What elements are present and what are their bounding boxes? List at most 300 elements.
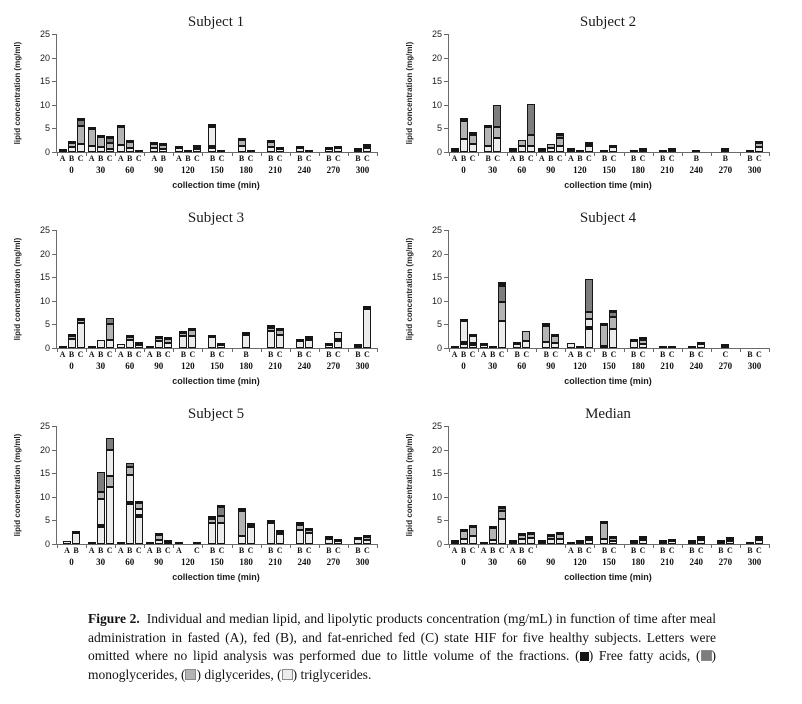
bar-segment-di xyxy=(609,317,617,329)
state-letter: C xyxy=(586,154,592,163)
bar-A xyxy=(117,344,125,348)
bars-row xyxy=(653,539,682,544)
state-letter: B xyxy=(601,154,608,163)
state-letter: C xyxy=(334,154,341,163)
bar-A xyxy=(509,148,517,152)
bar-segment-di xyxy=(498,511,506,519)
bar-segment-tri xyxy=(460,321,468,342)
figure-caption xyxy=(88,610,716,685)
bar-C xyxy=(609,145,617,152)
bar-group-300 xyxy=(348,34,377,194)
state-letter: A xyxy=(568,546,574,555)
bar-segment-mono xyxy=(97,472,105,491)
bar-group-150 xyxy=(594,426,623,586)
bar-C xyxy=(106,136,114,152)
bar-A xyxy=(146,346,154,348)
bar-segment-di xyxy=(522,331,530,340)
bar-group-180 xyxy=(232,34,261,194)
letters-row xyxy=(290,350,319,359)
state-letter: C xyxy=(106,546,113,555)
letters-row xyxy=(653,546,682,555)
bar-segment-tri xyxy=(460,139,468,152)
y-tick-mark xyxy=(444,426,448,427)
legend-swatch-tri xyxy=(282,669,293,680)
letters-row xyxy=(624,546,653,555)
y-tick-label: 10 xyxy=(431,99,442,110)
bar-segment-di xyxy=(551,336,559,343)
bar-C xyxy=(106,438,114,544)
bars-row xyxy=(57,531,86,544)
bar-C xyxy=(527,532,535,544)
bar-segment-ffa xyxy=(451,148,459,152)
state-letter: B xyxy=(577,154,583,163)
bar-A xyxy=(150,142,158,152)
bar-segment-di xyxy=(469,527,477,536)
state-letter: B xyxy=(718,546,724,555)
letters-row xyxy=(536,350,565,359)
y-tick-mark xyxy=(52,34,56,35)
bar-segment-tri xyxy=(518,146,526,152)
bar-B xyxy=(155,533,163,544)
bar-segment-di xyxy=(460,121,468,138)
bar-group-120 xyxy=(173,426,202,586)
time-label: 150 xyxy=(602,165,616,175)
bar-segment-tri xyxy=(267,147,275,152)
y-tick-mark xyxy=(52,128,56,129)
bar-group-150 xyxy=(202,230,231,390)
bar-B xyxy=(576,150,584,152)
time-label: 240 xyxy=(689,165,703,175)
time-label: 30 xyxy=(488,361,498,371)
bar-segment-tri xyxy=(363,540,371,544)
bar-A xyxy=(88,346,96,348)
letters-row xyxy=(653,350,682,359)
bar-C xyxy=(217,150,225,152)
bars-row xyxy=(232,332,261,349)
bar-segment-tri xyxy=(547,148,555,152)
bar-segment-tri xyxy=(159,149,167,152)
bar-segment-tri xyxy=(469,536,477,544)
bar-B xyxy=(325,343,333,348)
bar-segment-tri xyxy=(600,539,608,544)
bar-C xyxy=(609,536,617,544)
bar-segment-tri xyxy=(208,523,216,544)
bar-group-300 xyxy=(740,426,769,586)
bar-C xyxy=(755,141,763,152)
bar-segment-di xyxy=(600,523,608,540)
state-letter: B xyxy=(97,154,104,163)
state-letter: C xyxy=(218,154,225,163)
bar-segment-tri xyxy=(717,542,725,544)
bar-segment-tri xyxy=(585,319,593,327)
bar-B xyxy=(717,540,725,544)
y-tick-mark xyxy=(444,348,448,349)
bar-C xyxy=(668,148,676,152)
state-letter: A xyxy=(451,546,458,555)
bar-C xyxy=(334,146,342,152)
bar-group-270 xyxy=(319,230,348,390)
bar-segment-tri xyxy=(72,533,80,544)
letters-row xyxy=(57,546,86,555)
bar-segment-tri xyxy=(188,336,196,348)
time-label: 0 xyxy=(461,165,466,175)
state-letter: C xyxy=(135,154,142,163)
bar-segment-tri xyxy=(639,344,647,348)
state-letter: B xyxy=(297,546,303,555)
state-letter: B xyxy=(297,154,303,163)
bar-B xyxy=(630,339,638,348)
state-letter: C xyxy=(697,350,704,359)
y-tick-label: 25 xyxy=(39,225,50,235)
state-letter: C xyxy=(556,154,563,163)
bar-C xyxy=(193,542,201,544)
time-label: 300 xyxy=(355,165,370,175)
bar-empty xyxy=(556,532,564,544)
state-letter: B xyxy=(601,546,608,555)
bar-segment-tri xyxy=(77,323,85,348)
bar-segment-tri xyxy=(527,146,535,152)
letters-row xyxy=(173,350,202,359)
bar-B xyxy=(688,540,696,544)
state-letter: C xyxy=(469,154,476,163)
y-tick-label: 0 xyxy=(44,147,50,157)
letters-row xyxy=(594,154,623,163)
state-letter: C xyxy=(610,154,617,163)
state-letter: C xyxy=(164,546,171,555)
x-tick-mark xyxy=(769,544,770,548)
bar-segment-di xyxy=(585,312,593,319)
bar-segment-tri xyxy=(567,150,575,152)
bar-segment-tri xyxy=(542,342,550,348)
state-letter: C xyxy=(469,546,476,555)
bars-row xyxy=(261,520,290,544)
bar-segment-tri xyxy=(451,346,459,348)
y-tick-label: 5 xyxy=(44,515,50,526)
bar-group-150 xyxy=(202,426,231,586)
bar-group-60 xyxy=(115,426,144,586)
bar-segment-tri xyxy=(469,345,477,348)
y-tick-label: 15 xyxy=(39,272,50,283)
state-letter: C xyxy=(726,546,733,555)
bar-segment-mono xyxy=(498,286,506,302)
bar-group-0 xyxy=(449,426,478,586)
bars-row xyxy=(202,505,231,544)
y-tick-label: 10 xyxy=(39,99,50,110)
bar-B xyxy=(489,526,497,544)
bar-B xyxy=(518,533,526,544)
bars-row xyxy=(144,336,173,348)
bar-group-0 xyxy=(57,34,86,194)
state-letter: C xyxy=(610,350,617,359)
bar-segment-tri xyxy=(576,346,584,348)
state-letter: C xyxy=(218,350,225,359)
bar-C xyxy=(135,342,143,348)
bar-segment-tri xyxy=(247,527,255,544)
bar-C xyxy=(469,525,477,544)
time-label: 120 xyxy=(573,557,587,567)
state-letter: A xyxy=(451,350,458,359)
bars-row xyxy=(348,144,377,152)
bar-C xyxy=(585,536,593,544)
bar-segment-di xyxy=(217,516,225,523)
bar-segment-tri xyxy=(146,542,154,544)
letters-row xyxy=(173,154,202,163)
y-tick-label: 0 xyxy=(44,343,50,353)
bar-group-60 xyxy=(507,426,536,586)
bar-segment-tri xyxy=(630,150,638,152)
letters-row xyxy=(115,350,144,359)
bar-segment-tri xyxy=(551,343,559,348)
bars-row xyxy=(449,118,478,152)
state-letter: B xyxy=(747,154,753,163)
bar-segment-tri xyxy=(325,539,333,544)
bar-C xyxy=(247,150,255,152)
time-label: 240 xyxy=(689,361,703,371)
state-letter: B xyxy=(73,546,79,555)
bar-segment-tri xyxy=(469,336,477,343)
y-tick-mark xyxy=(444,105,448,106)
bars-row xyxy=(740,536,769,544)
bar-segment-tri xyxy=(639,540,647,544)
bar-C xyxy=(164,337,172,348)
state-letter xyxy=(183,546,192,555)
state-letter: B xyxy=(326,350,332,359)
y-tick-label: 25 xyxy=(431,225,442,235)
bars-row xyxy=(478,506,507,544)
bar-segment-tri xyxy=(135,345,143,348)
time-label: 90 xyxy=(154,361,164,371)
y-tick-mark xyxy=(52,520,56,521)
bar-segment-tri xyxy=(238,146,246,152)
bar-C xyxy=(217,343,225,348)
bar-group-30 xyxy=(86,230,115,390)
time-label: 120 xyxy=(573,361,587,371)
bars-row xyxy=(449,319,478,348)
bar-B xyxy=(576,346,584,348)
state-letter: C xyxy=(639,154,646,163)
state-letter: A xyxy=(480,546,487,555)
bar-group-150 xyxy=(594,230,623,390)
bar-B xyxy=(242,332,250,349)
bar-segment-tri xyxy=(609,147,617,152)
bars-row xyxy=(711,344,740,348)
bar-segment-tri xyxy=(164,542,172,544)
time-label: 60 xyxy=(517,165,527,175)
bars-row xyxy=(594,310,623,348)
letters-row xyxy=(319,350,348,359)
letters-row xyxy=(232,546,261,555)
bar-B xyxy=(296,146,304,152)
caption-text: Individual and median lipid, and lipolytic products concentration (mg/mL) in function of time after meal administration in fasted (A), fed (B), and fat-enriched fed (C) state HIF for five healthy subjects. Letters were omitted where no lipid analysis was performed due to little volume of the fractions. xyxy=(88,611,716,664)
bar-B xyxy=(238,138,246,152)
letters-row xyxy=(682,546,711,555)
bar-segment-tri xyxy=(451,542,459,544)
state-letter: C xyxy=(77,154,84,163)
bar-segment-tri xyxy=(721,150,729,152)
state-letter: A xyxy=(509,546,516,555)
state-letter: C xyxy=(586,546,592,555)
state-letter: A xyxy=(146,350,153,359)
bar-B xyxy=(630,150,638,152)
state-letter: C xyxy=(527,546,534,555)
state-letter: B xyxy=(97,350,104,359)
y-tick-label: 10 xyxy=(431,491,442,502)
letters-row xyxy=(261,350,290,359)
y-tick-label: 25 xyxy=(39,421,50,431)
y-tick-label: 20 xyxy=(431,52,442,63)
bars-row xyxy=(290,336,319,348)
bars-row xyxy=(653,346,682,348)
bars-row xyxy=(682,342,711,348)
state-letter: C xyxy=(135,350,142,359)
bar-B xyxy=(547,144,555,152)
bar-segment-tri xyxy=(480,345,488,348)
bar-group-210 xyxy=(653,426,682,586)
bar-segment-tri xyxy=(363,309,371,348)
time-label: 120 xyxy=(181,165,195,175)
bar-segment-tri xyxy=(208,148,216,152)
time-label: 300 xyxy=(747,361,762,371)
bars-row xyxy=(565,279,594,348)
state-letter: B xyxy=(297,350,303,359)
bar-C xyxy=(639,536,647,544)
letters-row xyxy=(57,154,86,163)
state-letter: B xyxy=(156,546,162,555)
bar-segment-tri xyxy=(97,340,105,348)
state-letter: C xyxy=(364,546,370,555)
time-label: 150 xyxy=(602,361,616,371)
y-tick-mark xyxy=(52,58,56,59)
bar-segment-di xyxy=(106,476,114,488)
y-tick-mark xyxy=(444,450,448,451)
bar-segment-tri xyxy=(639,150,647,152)
bar-B xyxy=(688,346,696,348)
bar-A xyxy=(567,542,575,544)
state-letter: C xyxy=(247,154,254,163)
legend-swatch-ffa xyxy=(580,652,589,661)
letters-row xyxy=(348,154,377,163)
time-label: 120 xyxy=(181,361,195,371)
letters-row xyxy=(711,154,740,163)
bar-segment-tri xyxy=(567,343,575,348)
state-letter: B xyxy=(209,350,216,359)
state-letter: B xyxy=(601,350,608,359)
state-letter: C xyxy=(364,154,370,163)
bar-empty xyxy=(547,534,555,544)
letters-row xyxy=(478,350,507,359)
state-letter: B xyxy=(460,350,467,359)
bars-row xyxy=(86,438,115,544)
bar-segment-tri xyxy=(155,341,163,348)
bar-B xyxy=(576,540,584,544)
state-letter: B xyxy=(267,154,274,163)
y-tick-label: 10 xyxy=(431,295,442,306)
y-tick-label: 20 xyxy=(39,444,50,455)
bar-A xyxy=(175,542,183,544)
bar-segment-tri xyxy=(305,533,313,544)
bar-C xyxy=(556,133,564,152)
bars-row xyxy=(507,331,536,348)
bar-group-30 xyxy=(86,426,115,586)
state-letter: B xyxy=(460,154,467,163)
state-letter: B xyxy=(514,350,520,359)
letters-row xyxy=(202,546,231,555)
bar-group-90 xyxy=(536,34,565,194)
y-tick-mark xyxy=(52,348,56,349)
letters-row xyxy=(624,154,653,163)
bar-group-30 xyxy=(478,426,507,586)
time-label: 240 xyxy=(297,557,311,567)
bars-row xyxy=(594,521,623,544)
caption-legend: ( ) Free fatty acids, ( ) monoglycerides, ( ) diglycerides, ( ) triglycerides. xyxy=(88,648,717,682)
bars-row xyxy=(261,140,290,152)
bar-B xyxy=(97,135,105,152)
x-tick-mark xyxy=(769,152,770,156)
time-label: 270 xyxy=(326,361,341,371)
bar-A xyxy=(59,149,67,152)
bar-segment-tri xyxy=(600,150,608,152)
y-tick-mark xyxy=(444,152,448,153)
bars-row xyxy=(115,125,144,152)
state-letter: C xyxy=(668,350,675,359)
bar-empty xyxy=(538,540,546,544)
bar-segment-tri xyxy=(305,150,313,152)
state-letter: B xyxy=(355,154,361,163)
time-label: 90 xyxy=(546,361,556,371)
bar-group-0 xyxy=(449,230,478,390)
bar-segment-tri xyxy=(567,542,575,544)
bars-row xyxy=(319,146,348,152)
bar-segment-ffa xyxy=(175,542,183,544)
bar-segment-tri xyxy=(585,146,593,152)
bar-B xyxy=(238,508,246,544)
bars-row xyxy=(594,145,623,152)
state-letter: B xyxy=(68,154,75,163)
letters-row xyxy=(507,546,536,555)
bars-row xyxy=(348,535,377,544)
bar-group-120 xyxy=(173,34,202,194)
bar-segment-tri xyxy=(489,540,497,544)
state-letter: C xyxy=(527,154,534,163)
letters-row xyxy=(144,154,173,163)
y-tick-label: 20 xyxy=(431,444,442,455)
bar-segment-tri xyxy=(155,540,163,544)
letters-row xyxy=(624,350,653,359)
bar-segment-tri xyxy=(126,504,134,544)
bar-segment-tri xyxy=(179,336,187,348)
bar-C xyxy=(726,537,734,544)
bar-group-240 xyxy=(290,426,319,586)
time-label: 270 xyxy=(718,361,733,371)
y-tick-mark xyxy=(444,128,448,129)
state-letter: B xyxy=(659,546,666,555)
bar-segment-tri xyxy=(208,127,216,145)
bar-segment-tri xyxy=(460,539,468,544)
time-label: 30 xyxy=(96,361,106,371)
bar-group-300 xyxy=(348,426,377,586)
bar-group-120 xyxy=(565,426,594,586)
bar-A xyxy=(117,125,125,152)
bar-C xyxy=(697,536,705,544)
bar-segment-tri xyxy=(726,541,734,544)
x-axis-label: collection time (min) xyxy=(564,180,652,190)
bar-group-150 xyxy=(594,34,623,194)
bar-segment-di xyxy=(106,324,114,340)
bar-A xyxy=(567,343,575,348)
state-letter: B xyxy=(747,350,753,359)
bar-C xyxy=(585,142,593,152)
bar-A xyxy=(117,542,125,544)
